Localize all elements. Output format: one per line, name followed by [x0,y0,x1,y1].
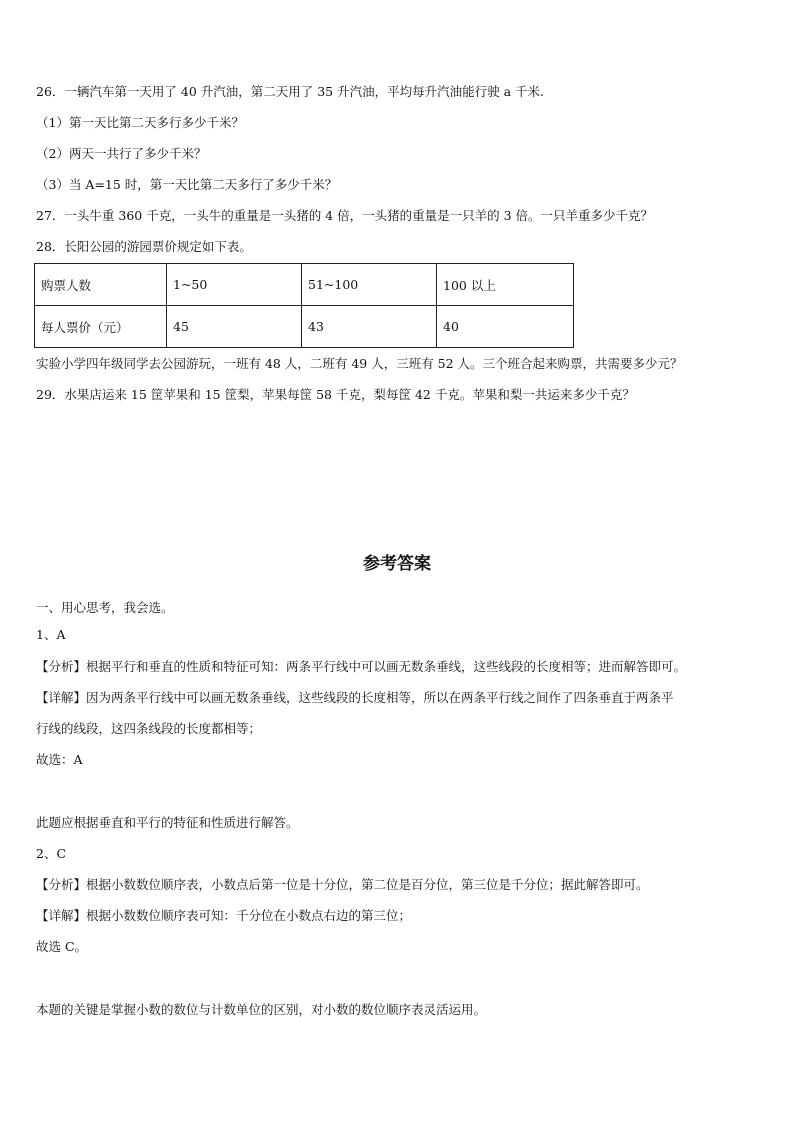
answer-2-choice: 故选 C。 [36,939,88,954]
table-cell: 每人票价（元） [35,306,167,348]
answer-1-choice: 故选：A [36,752,83,767]
question-26-part-1: （1）第一天比第二天多行多少千米？ [36,115,244,130]
table-cell: 1~50 [167,264,302,306]
table-cell: 51~100 [302,264,437,306]
answers-title: 参考答案 [363,554,431,574]
table-cell: 购票人数 [35,264,167,306]
answer-1-comment: 此题应根据垂直和平行的特征和性质进行解答。 [36,815,299,830]
question-28-text: 实验小学四年级同学去公园游玩，一班有 48 人，二班有 49 人，三班有 52 人。三个班合起来购票，共需要多少元？ [36,356,683,371]
answer-1-head: 1、A [36,627,66,642]
answer-2-detail: 【详解】根据小数数位顺序表可知：千分位在小数点右边的第三位； [36,908,412,923]
answer-2-comment: 本题的关键是掌握小数的数位与计数单位的区别，对小数的数位顺序表灵活运用。 [36,1002,487,1017]
answer-2-head: 2、C [36,846,67,861]
question-26: 26．一辆汽车第一天用了 40 升汽油，第二天用了 35 升汽油，平均每升汽油能行驶 a 千米. [36,84,544,99]
table-row [35,306,574,348]
question-26-part-3: （3）当 A=15 时，第一天比第二天多行了多少千米？ [36,177,338,192]
section-heading: 一、用心思考，我会选。 [36,600,174,615]
answer-2-analysis: 【分析】根据小数数位顺序表，小数点后第一位是十分位，第二位是百分位，第三位是千分位；据此解答即可。 [36,877,649,892]
table-cell: 45 [167,306,302,348]
table-cell: 100 以上 [437,264,574,306]
table-cell: 40 [437,306,574,348]
question-28: 28．长阳公园的游园票价规定如下表。 [36,239,252,254]
question-26-part-2: （2）两天一共行了多少千米？ [36,146,207,161]
answer-1-detail-line2: 行线的线段，这四条线段的长度都相等； [36,721,262,736]
answer-1-detail-line1: 【详解】因为两条平行线中可以画无数条垂线，这些线段的长度相等，所以在两条平行线之间作了四条垂直于两条平 [36,690,674,705]
table-row [35,264,574,306]
table-cell: 43 [302,306,437,348]
question-29: 29．水果店运来 15 筐苹果和 15 筐梨，苹果每筐 58 千克，梨每筐 42 千克。苹果和梨一共运来多少千克？ [36,387,635,402]
question-27: 27．一头牛重 360 千克，一头牛的重量是一头猪的 4 倍，一头猪的重量是一只羊的 3 倍。一只羊重多少千克？ [36,208,654,223]
answer-1-analysis: 【分析】根据平行和垂直的性质和特征可知：两条平行线中可以画无数条垂线，这些线段的长度相等；进而解答即可。 [36,659,687,674]
ticket-price-table [34,263,574,348]
